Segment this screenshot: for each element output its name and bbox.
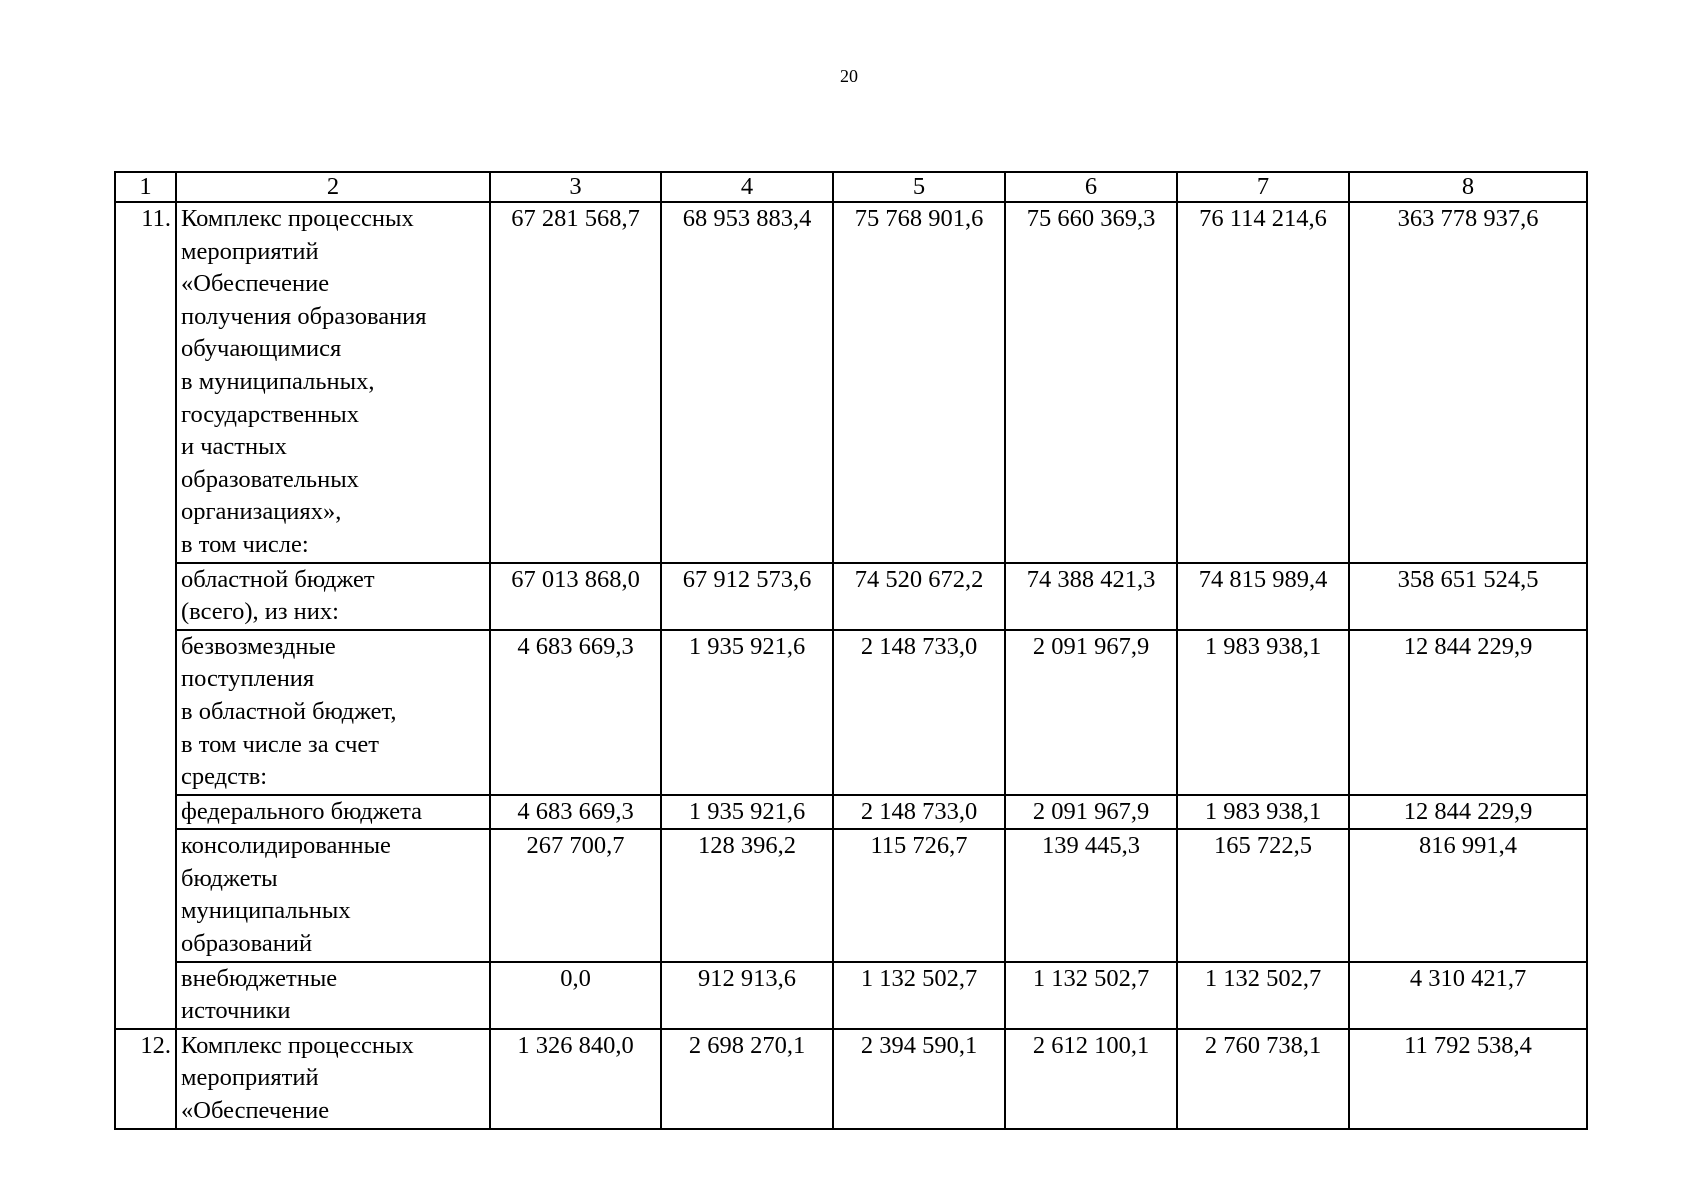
row-name-line: безвозмездные bbox=[181, 632, 336, 660]
value-cell: 2 760 738,1 bbox=[1177, 1029, 1349, 1129]
table-row bbox=[115, 630, 1587, 795]
row-name-line: получения образования bbox=[181, 302, 427, 330]
column-header: 8 bbox=[1349, 172, 1587, 202]
value-cell: 75 660 369,3 bbox=[1005, 202, 1177, 563]
row-name-cell bbox=[176, 563, 490, 630]
column-header-row bbox=[115, 172, 1587, 202]
value-cell: 1 983 938,1 bbox=[1177, 795, 1349, 830]
value-cell: 1 935 921,6 bbox=[661, 795, 833, 830]
column-header: 7 bbox=[1177, 172, 1349, 202]
value-cell: 115 726,7 bbox=[833, 829, 1005, 961]
value-cell: 267 700,7 bbox=[490, 829, 661, 961]
value-cell: 1 983 938,1 bbox=[1177, 630, 1349, 795]
table-row bbox=[115, 1029, 1587, 1129]
row-name-line: федерального бюджета bbox=[181, 797, 423, 825]
column-header: 5 bbox=[833, 172, 1005, 202]
value-cell: 11 792 538,4 bbox=[1349, 1029, 1587, 1129]
value-cell: 2 698 270,1 bbox=[661, 1029, 833, 1129]
value-cell: 75 768 901,6 bbox=[833, 202, 1005, 563]
row-number-cell: 11. bbox=[115, 202, 176, 1029]
value-cell: 74 388 421,3 bbox=[1005, 563, 1177, 630]
value-cell: 2 148 733,0 bbox=[833, 630, 1005, 795]
column-header: 4 bbox=[661, 172, 833, 202]
value-cell: 12 844 229,9 bbox=[1349, 630, 1587, 795]
value-cell: 128 396,2 bbox=[661, 829, 833, 961]
value-cell: 67 013 868,0 bbox=[490, 563, 661, 630]
value-cell: 2 091 967,9 bbox=[1005, 795, 1177, 830]
column-header: 1 bbox=[115, 172, 176, 202]
value-cell: 816 991,4 bbox=[1349, 829, 1587, 961]
row-name-line: в том числе: bbox=[181, 530, 309, 558]
row-name-line: в муниципальных, bbox=[181, 367, 375, 395]
row-name-line: средств: bbox=[181, 763, 268, 791]
value-cell: 363 778 937,6 bbox=[1349, 202, 1587, 563]
row-name-cell bbox=[176, 962, 490, 1029]
value-cell: 139 445,3 bbox=[1005, 829, 1177, 961]
value-cell: 358 651 524,5 bbox=[1349, 563, 1587, 630]
row-name-line: Комплекс процессных bbox=[181, 1031, 414, 1059]
row-name-line: образовательных bbox=[181, 465, 359, 493]
value-cell: 68 953 883,4 bbox=[661, 202, 833, 563]
row-name-line: организациях», bbox=[181, 498, 342, 526]
row-name-line: в областной бюджет, bbox=[181, 697, 397, 725]
budget-table bbox=[114, 171, 1588, 1130]
row-name-line: обучающимися bbox=[181, 335, 342, 363]
table-row bbox=[115, 795, 1587, 830]
page-number: 20 bbox=[840, 66, 858, 86]
table-row bbox=[115, 962, 1587, 1029]
row-name-line: (всего), из них: bbox=[181, 598, 339, 626]
row-name-line: и частных bbox=[181, 433, 287, 461]
row-name-cell bbox=[176, 202, 490, 563]
row-name-line: «Обеспечение bbox=[181, 270, 330, 298]
value-cell: 67 281 568,7 bbox=[490, 202, 661, 563]
table-row bbox=[115, 563, 1587, 630]
row-name-line: образований bbox=[181, 930, 313, 958]
row-name-cell bbox=[176, 795, 490, 830]
value-cell: 67 912 573,6 bbox=[661, 563, 833, 630]
value-cell: 74 815 989,4 bbox=[1177, 563, 1349, 630]
value-cell: 4 683 669,3 bbox=[490, 630, 661, 795]
row-name-line: поступления bbox=[181, 665, 315, 693]
row-name-cell bbox=[176, 829, 490, 961]
row-name-cell bbox=[176, 630, 490, 795]
row-name-line: Комплекс процессных bbox=[181, 205, 414, 232]
value-cell: 74 520 672,2 bbox=[833, 563, 1005, 630]
value-cell: 1 132 502,7 bbox=[1177, 962, 1349, 1029]
row-name-line: источники bbox=[181, 997, 291, 1025]
value-cell: 2 612 100,1 bbox=[1005, 1029, 1177, 1129]
table-row bbox=[115, 202, 1587, 563]
value-cell: 1 132 502,7 bbox=[833, 962, 1005, 1029]
value-cell: 12 844 229,9 bbox=[1349, 795, 1587, 830]
value-cell: 2 394 590,1 bbox=[833, 1029, 1005, 1129]
column-header: 2 bbox=[176, 172, 490, 202]
row-name-line: в том числе за счет bbox=[181, 730, 379, 758]
value-cell: 76 114 214,6 bbox=[1177, 202, 1349, 563]
row-name-line: государственных bbox=[181, 400, 359, 428]
row-name-line: мероприятий bbox=[181, 1064, 319, 1092]
value-cell: 912 913,6 bbox=[661, 962, 833, 1029]
row-name-line: внебюджетные bbox=[181, 964, 338, 992]
value-cell: 1 935 921,6 bbox=[661, 630, 833, 795]
value-cell: 4 310 421,7 bbox=[1349, 962, 1587, 1029]
column-header: 3 bbox=[490, 172, 661, 202]
table-body bbox=[115, 172, 1587, 1129]
value-cell: 0,0 bbox=[490, 962, 661, 1029]
value-cell: 1 326 840,0 bbox=[490, 1029, 661, 1129]
value-cell: 4 683 669,3 bbox=[490, 795, 661, 830]
table-row bbox=[115, 829, 1587, 961]
value-cell: 1 132 502,7 bbox=[1005, 962, 1177, 1029]
row-name-line: «Обеспечение bbox=[181, 1097, 330, 1125]
row-name-line: областной бюджет bbox=[181, 565, 375, 593]
row-name-line: консолидированные bbox=[181, 832, 391, 860]
value-cell: 2 148 733,0 bbox=[833, 795, 1005, 830]
value-cell: 2 091 967,9 bbox=[1005, 630, 1177, 795]
row-name-line: муниципальных bbox=[181, 897, 351, 925]
column-header: 6 bbox=[1005, 172, 1177, 202]
row-name-line: мероприятий bbox=[181, 237, 319, 265]
row-name-line: бюджеты bbox=[181, 864, 278, 892]
value-cell: 165 722,5 bbox=[1177, 829, 1349, 961]
row-number-cell: 12. bbox=[115, 1029, 176, 1129]
row-name-cell bbox=[176, 1029, 490, 1129]
